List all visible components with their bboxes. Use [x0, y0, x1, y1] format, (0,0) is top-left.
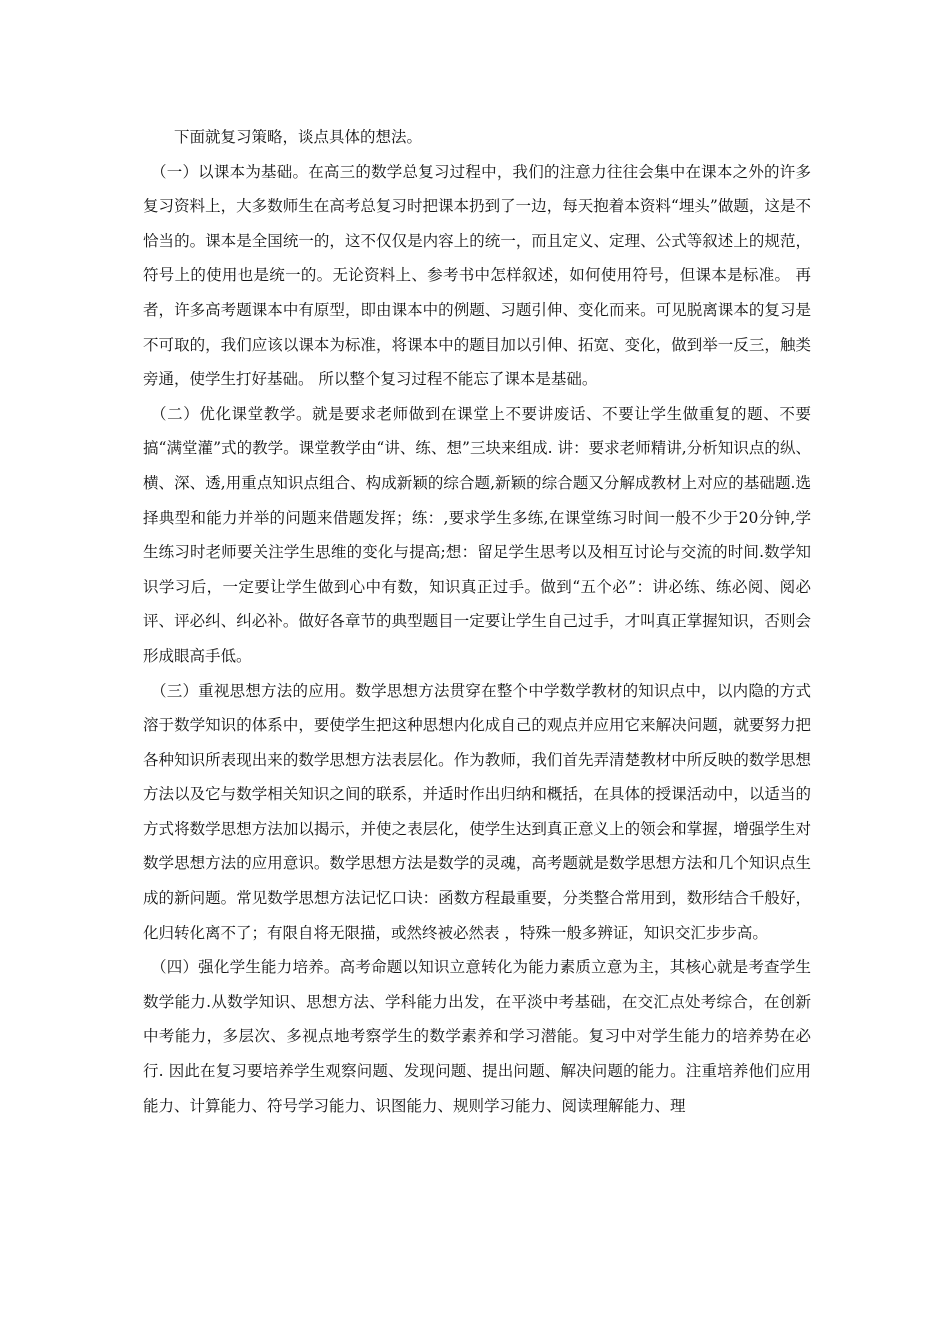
paragraph-section-3-thinking-methods: （三）重视思想方法的应用。数学思想方法贯穿在整个中学数学教材的知识点中，以内隐的方式溶于数学知识的体系中，要使学生把这种思想内化成自己的观点并应用它来解决问题，就要努力把各种知识所表现出来的数学思想方法表层化。作为教师，我们首先弄清楚教材中所反映的数学思想方法以及它与数学相关知识之间的联系，并适时作出归纳和概括，在具体的授课活动中，以适当的方式将数学思想方法加以揭示，并使之表层化，使学生达到真正意义上的领会和掌握，增强学生对数学思想方法的应用意识。数学思想方法是数学的灵魂，高考题就是数学思想方法和几个知识点生成的新问题。常见数学思想方法记忆口诀：函数方程最重要，分类整合常用到，数形结合千般好，化归转化离不了；有限自将无限描，或然终被必然表 ，特殊一般多辨证，知识交汇步步高。 — [143, 681, 811, 942]
paragraph-intro: 下面就复习策略，谈点具体的想法。 — [174, 128, 423, 146]
document-body — [143, 120, 811, 1123]
paragraph-section-1-textbook-foundation: （一）以课本为基础。在高三的数学总复习过程中，我们的注意力往往会集中在课本之外的许多复习资料上，大多数师生在高考总复习时把课本扔到了一边，每天抱着本资料“埋头”做题，这是不恰当的。课本是全国统一的，这不仅仅是内容上的统一，而且定义、定理、公式等叙述上的规范，符号上的使用也是统一的。无论资料上、参考书中怎样叙述，如何使用符号，但课本是标准。 再者，许多高考题课本中有原型，即由课本中的例题、习题引伸、变化而来。可见脱离课本的复习是不可取的，我们应该以课本为标准，将课本中的题目加以引伸、拓宽、变化，做到举一反三，触类旁通，使学生打好基础。 所以整个复习过程不能忘了课本是基础。 — [143, 162, 811, 389]
paragraph-section-4-ability-training: （四）强化学生能力培养。高考命题以知识立意转化为能力素质立意为主，其核心就是考查学生数学能力.从数学知识、思想方法、学科能力出发，在平淡中考基础，在交汇点处考综合，在创新中考能力，多层次、多视点地考察学生的数学素养和学习潜能。复习中对学生能力的培养势在必行. 因此在复习要培养学生观察问题、发现问题、提出问题、解决问题的能力。注重培养他们应用能力、计算能力、符号学习能力、识图能力、规则学习能力、阅读理解能力、理 — [143, 958, 811, 1115]
paragraph-section-2-optimize-classroom: （二）优化课堂教学。就是要求老师做到在课堂上不要讲废话、不要让学生做重复的题、不要搞“满堂灌”式的教学。课堂教学由“讲、练、想”三块来组成. 讲：要求老师精讲,分析知识点的纵、横、深、透,用重点知识点组合、构成新颖的综合题,新颖的综合题又分解成教材上对应的基础题.选择典型和能力并举的问题来借题发挥；练：,要求学生多练,在课堂练习时间一般不少于20分钟,学生练习时老师要关注学生思维的变化与提高;想：留足学生思考以及相互讨论与交流的时间.数学知识学习后，一定要让学生做到心中有数，知识真正过手。做到“五个必”：讲必练、练必阅、阅必评、评必纠、纠必补。做好各章节的典型题目一定要让学生自己过手，才叫真正掌握知识，否则会形成眼高手低。 — [143, 404, 811, 665]
